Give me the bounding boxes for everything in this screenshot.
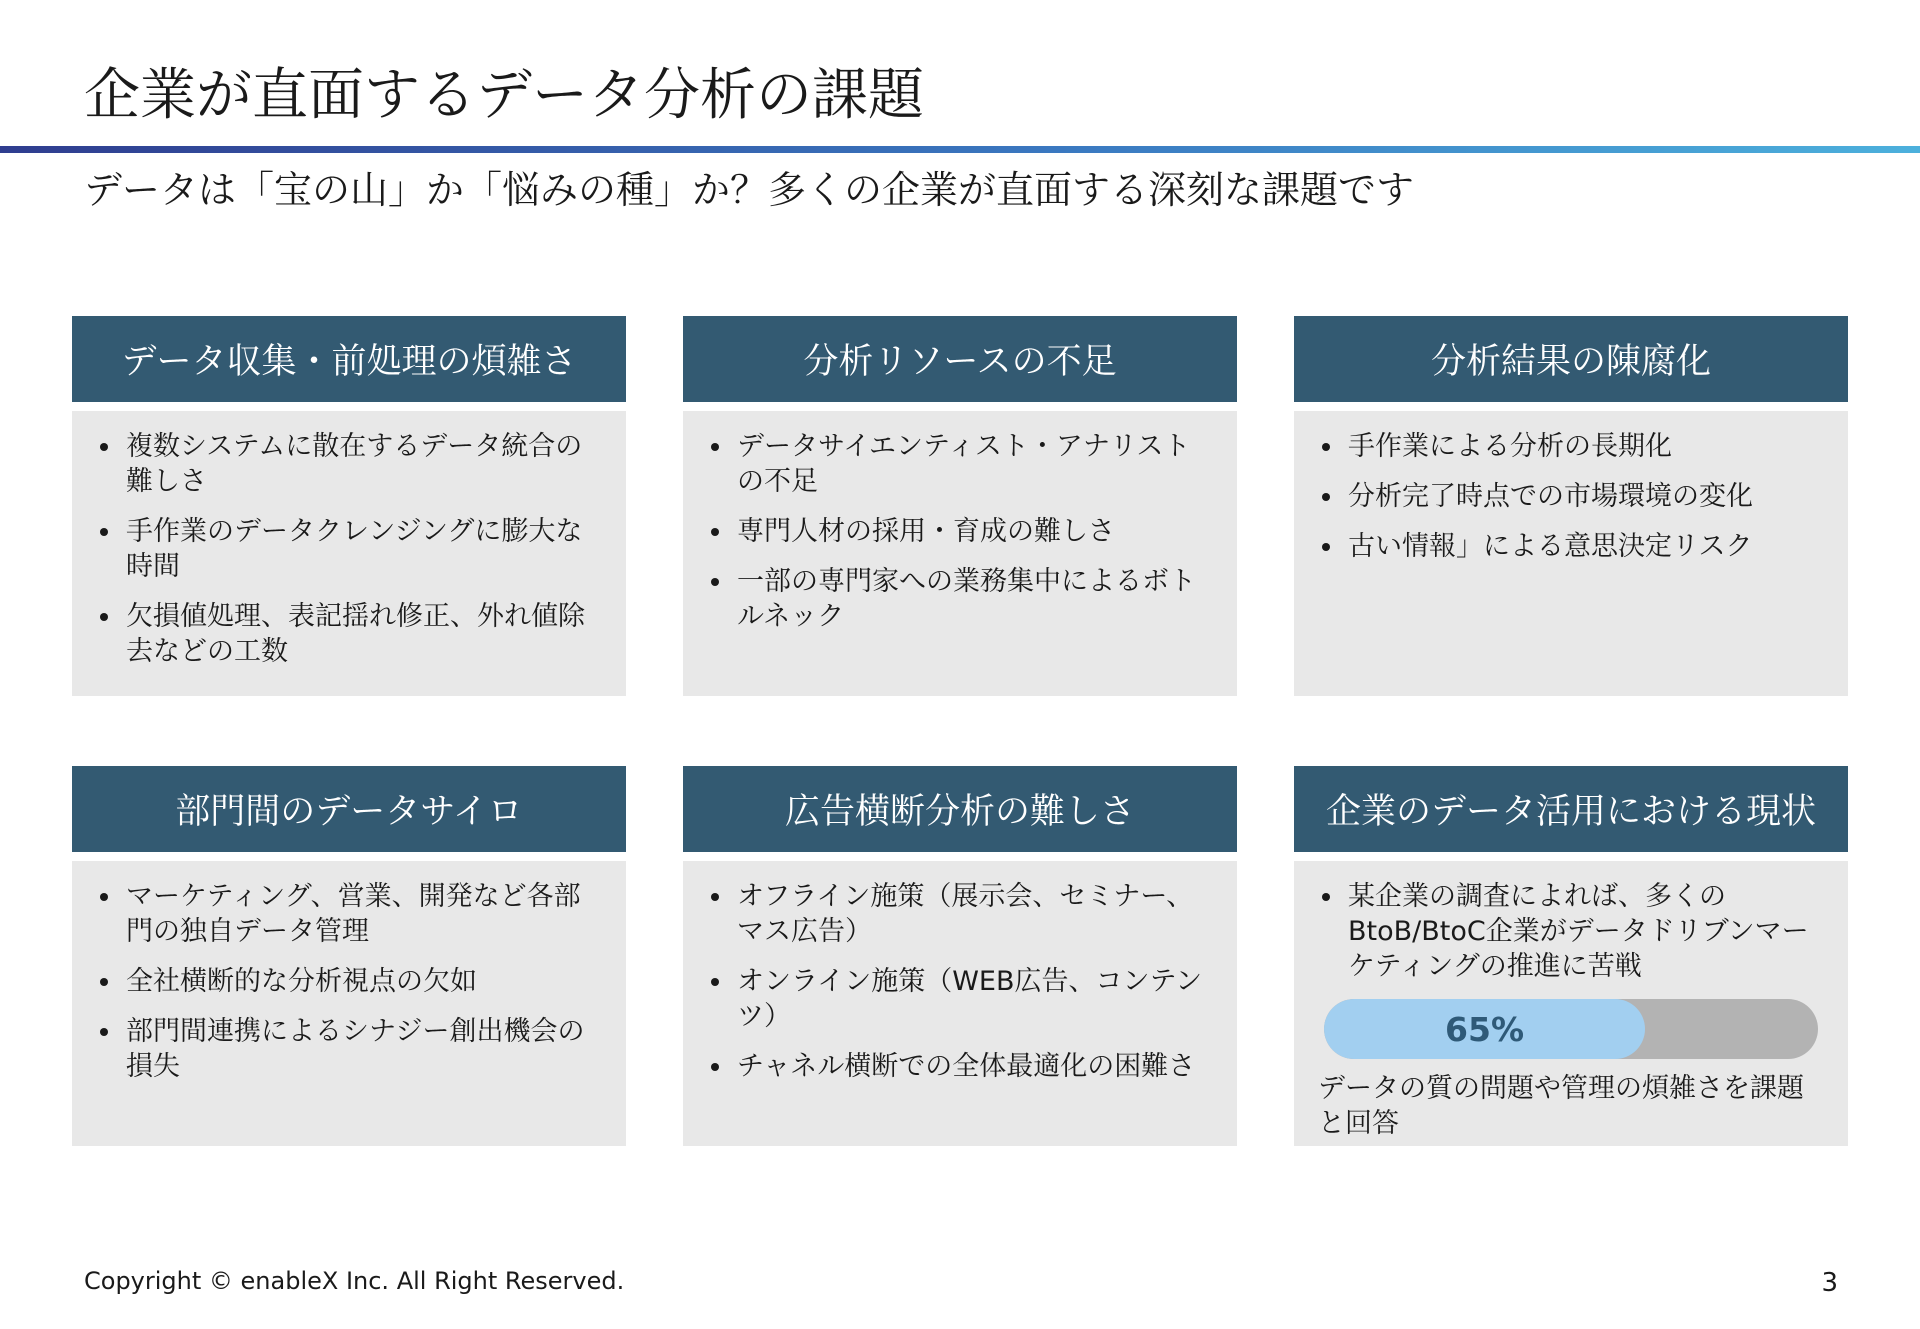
list-item: データサイエンティスト・アナリストの不足 xyxy=(707,429,1213,499)
list-item: オフライン施策（展示会、セミナー、マス広告） xyxy=(707,879,1213,949)
bullet-list xyxy=(707,879,1213,1084)
copyright-footer: Copyright © enableX Inc. All Right Reserved. xyxy=(84,1267,625,1295)
list-item: マーケティング、営業、開発など各部門の独自データ管理 xyxy=(96,879,602,949)
card-body xyxy=(1294,861,1848,1146)
bullet-list xyxy=(1318,879,1824,984)
card-heading: 分析リソースの不足 xyxy=(683,316,1237,402)
list-item: 某企業の調査によれば、多くのBtoB/BtoC企業がデータドリブンマーケティングの推進に苦戦 xyxy=(1318,879,1824,984)
bullet-list xyxy=(1318,429,1824,564)
list-item: 手作業による分析の長期化 xyxy=(1318,429,1824,464)
page-title: 企業が直面するデータ分析の課題 xyxy=(84,63,924,128)
list-item: 全社横断的な分析視点の欠如 xyxy=(96,964,602,999)
page-subtitle: データは「宝の山」か「悩みの種」か？多くの企業が直面する深刻な課題です xyxy=(84,168,1415,212)
page-number: 3 xyxy=(1821,1268,1838,1298)
list-item: 一部の専門家への業務集中によるボトルネック xyxy=(707,564,1213,634)
card-result-obsolescence xyxy=(1294,316,1848,696)
card-data-utilization-status xyxy=(1294,766,1848,1146)
card-body xyxy=(72,861,626,1146)
list-item: 専門人材の採用・育成の難しさ xyxy=(707,514,1213,549)
card-cross-ad-analysis xyxy=(683,766,1237,1146)
card-heading: 企業のデータ活用における現状 xyxy=(1294,766,1848,852)
card-data-collection xyxy=(72,316,626,696)
card-heading: 分析結果の陳腐化 xyxy=(1294,316,1848,402)
card-body xyxy=(1294,411,1848,696)
card-body xyxy=(72,411,626,696)
title-divider xyxy=(0,146,1920,153)
bullet-list xyxy=(96,429,602,669)
list-item: 分析完了時点での市場環境の変化 xyxy=(1318,479,1824,514)
progress-bar xyxy=(1324,999,1818,1059)
card-analysis-resources xyxy=(683,316,1237,696)
list-item: オンライン施策（WEB広告、コンテンツ） xyxy=(707,964,1213,1034)
progress-label: 65% xyxy=(1445,1009,1525,1049)
card-heading: 広告横断分析の難しさ xyxy=(683,766,1237,852)
survey-note: データの質の問題や管理の煩雑さを課題と回答 xyxy=(1318,1073,1804,1139)
list-item: 古い情報」による意思決定リスク xyxy=(1318,529,1824,564)
bullet-list xyxy=(96,879,602,1084)
list-item: 複数システムに散在するデータ統合の難しさ xyxy=(96,429,602,499)
card-heading: データ収集・前処理の煩雑さ xyxy=(72,316,626,402)
bullet-list xyxy=(707,429,1213,634)
list-item: 手作業のデータクレンジングに膨大な時間 xyxy=(96,514,602,584)
card-data-silo xyxy=(72,766,626,1146)
list-item: チャネル横断での全体最適化の困難さ xyxy=(707,1049,1213,1084)
card-body xyxy=(683,861,1237,1146)
list-item: 欠損値処理、表記揺れ修正、外れ値除去などの工数 xyxy=(96,599,602,669)
card-heading: 部門間のデータサイロ xyxy=(72,766,626,852)
list-item: 部門間連携によるシナジー創出機会の損失 xyxy=(96,1014,602,1084)
card-body xyxy=(683,411,1237,696)
